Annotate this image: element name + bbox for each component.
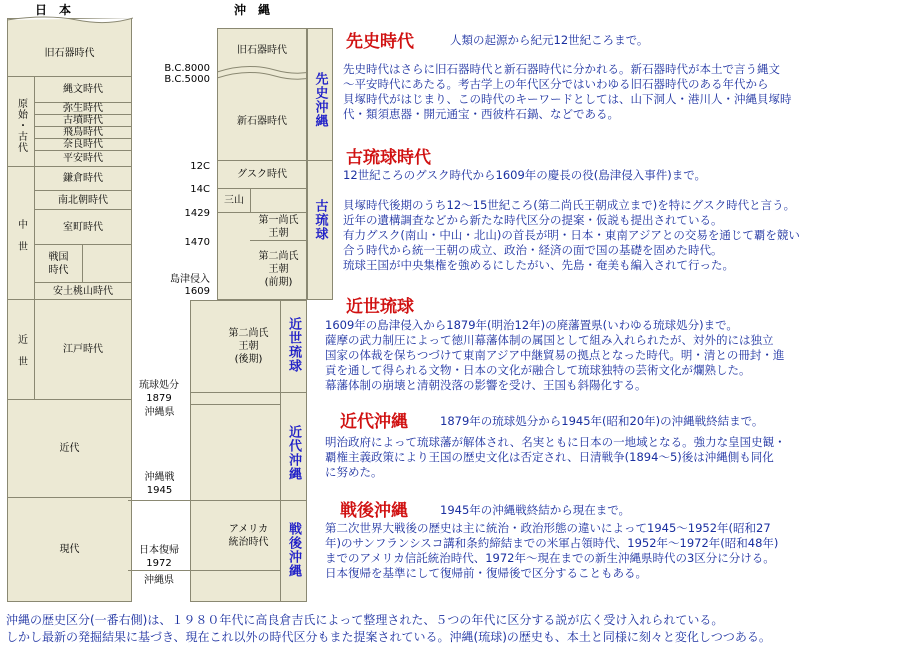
okinawa-battle: 沖縄戦 1945	[144, 472, 175, 496]
okinawa-ryukyu-shobun: 琉球処分 1879	[139, 380, 179, 404]
era-body-postwar: 第二次世界大戦後の歴史は主に統治・政治形態の違いによって1945～1952年(昭和27 年)のサンフランシスコ講和条約締結までの米軍占領時代、1952年～1972年(昭和48年) までのアメリカ信託統治時代、1972年～現在までの新生沖縄県時代の3区分に分ける。 日本復帰を基準にして復帰前・復帰後で区分することもある。	[325, 521, 779, 580]
japan-muromachi: 室町時代	[63, 221, 103, 233]
label-14c: 14C	[190, 184, 210, 195]
japan-kofun: 古墳時代	[63, 115, 103, 126]
japan-sengoku: 戦国 時代	[48, 251, 69, 276]
japan-edo: 江戸時代	[63, 344, 103, 355]
era-subtitle-postwar: 1945年の沖縄戦終結から現在まで。	[440, 503, 631, 517]
japan-azuchi-momoyama: 安土桃山時代	[53, 285, 113, 297]
footer-note: 沖縄の歴史区分(一番右側)は、１９８０年代に高良倉吉氏によって整理された、５つの年代に区分する説が広く受け入れられている。 しかし最新の発掘結果に基づき、現在これ以外の時代区分もまた提案されている。沖縄(琉球)の歴史も、本土と同様に刻々と変化しつつある。	[6, 613, 771, 644]
okinawa-us-rule: アメリカ 統治時代	[228, 523, 269, 548]
okinawa-header: 沖 縄	[234, 3, 271, 17]
era-body-early-modern: 1609年の島津侵入から1879年(明治12年)の廃藩置県(いわゆる琉球処分)まで。 薩摩の武力制圧によって徳川幕藩体制の属国として組み入れられたが、対外的には独立 国家の体裁を保ちつづけて東南アジア中継貿易の拠点となった時代。明・清との冊封・進 貢を通して得られる文物・日本の文化が融合して琉球独特の芸術文化が爛熟した。 幕藩体制の崩壊と清朝没落の影響を受け、王国も斜陽化する。	[325, 318, 785, 392]
label-bc5000: B.C.5000	[164, 74, 210, 85]
era-postwar-okinawa: 戦後沖縄	[286, 522, 301, 578]
okinawa-neolithic: 新石器時代	[237, 115, 287, 127]
japan-heian: 平安時代	[63, 153, 103, 164]
japan-modern: 近代	[59, 443, 80, 454]
japan-paleolithic: 旧石器時代	[44, 47, 95, 59]
period-primitive-ancient: 原始・古代	[15, 97, 27, 153]
era-old-ryukyu: 古琉球	[312, 199, 328, 241]
okinawa-second-sho-late: 第二尚氏 王朝 (後期)	[228, 328, 269, 365]
japan-header: 日 本	[35, 3, 72, 17]
okinawa-prefecture-postwar: 沖縄県	[144, 574, 174, 586]
japan-nara: 奈良時代	[63, 139, 103, 150]
japan-contemporary: 現代	[59, 544, 80, 555]
okinawa-second-sho-early: 第二尚氏 王朝 (前期)	[258, 250, 299, 288]
era-body-old-ryukyu: 12世紀ころのグスク時代から1609年の慶長の役(島津侵入事件)まで。 貝塚時代後期のうち12～15世紀ころ(第二尚氏王朝成立まで)を特にグスク時代と言う。 近年の遺構調査などから新たな時代区分の提案・仮説も提出されている。 有力グスク(南山・中山・北山)の首長が明・日本・東南アジアとの交易を通じて覇を競い 合う時代から統一王朝の成立、政治・経済の面で国の基礎を固めた時代。 琉球王国が中央集権を強めるにしたがい、先島・奄美も編入されて行った。	[343, 168, 800, 272]
japan-jomon: 縄文時代	[63, 84, 103, 95]
okinawa-first-sho-dynasty: 第一尚氏 王朝	[258, 214, 299, 239]
era-subtitle-modern: 1879年の琉球処分から1945年(昭和20年)の沖縄戦終結まで。	[440, 414, 764, 428]
era-body-modern: 明治政府によって琉球藩が解体され、名実ともに日本の一地域となる。強力な皇国史観・ 覇権主義政策により王国の歴史文化は否定され、日清戦争(1894～5)後は沖縄側も同化 に努めた。	[325, 435, 786, 479]
period-medieval: 中 世	[15, 218, 27, 252]
japan-nanbokucho: 南北朝時代	[58, 194, 108, 206]
era-body-prehistoric: 先史時代はさらに旧石器時代と新石器時代に分かれる。新石器時代が本土で言う縄文 ～平安時代にあたる。考古学上の年代区分ではいわゆる旧石器時代のある年代から 貝塚時代がはじまり、この時代のキーワードとしては、山下洞人・港川人・沖縄貝塚時 代・類須恵器・開元通宝・西彼杵石鍋、などである。	[343, 62, 792, 121]
label-1429: 1429	[184, 208, 210, 219]
era-title-prehistoric: 先史時代	[346, 32, 414, 52]
era-prehistoric-okinawa: 先史沖縄	[312, 72, 328, 128]
label-1470: 1470	[184, 237, 210, 248]
era-subtitle-prehistoric: 人類の起源から紀元12世紀ころまで。	[450, 33, 649, 47]
japan-asuka: 飛鳥時代	[63, 127, 103, 138]
okinawa-prefecture-prewar: 沖縄県	[144, 406, 175, 418]
japan-kamakura: 鎌倉時代	[63, 173, 103, 184]
label-12c: 12C	[190, 161, 210, 172]
era-early-modern-ryukyu: 近世琉球	[286, 317, 301, 373]
era-title-early-modern: 近世琉球	[346, 297, 414, 317]
okinawa-sanzan: 三山	[224, 195, 244, 206]
okinawa-reversion: 日本復帰 1972	[139, 544, 179, 569]
japan-yayoi: 弥生時代	[63, 103, 103, 114]
label-bc8000: B.C.8000	[164, 63, 210, 74]
era-title-postwar: 戦後沖縄	[340, 501, 408, 521]
okinawa-gusuku: グスク時代	[237, 169, 287, 180]
period-early-modern: 近 世	[15, 333, 27, 367]
okinawa-paleolithic: 旧石器時代	[237, 44, 287, 56]
label-shimazu-invasion: 島津侵入 1609	[170, 274, 210, 297]
era-title-old-ryukyu: 古琉球時代	[346, 148, 431, 168]
era-title-modern: 近代沖縄	[340, 412, 408, 432]
japan-top-edge	[7, 12, 133, 26]
era-modern-okinawa: 近代沖縄	[286, 424, 301, 481]
